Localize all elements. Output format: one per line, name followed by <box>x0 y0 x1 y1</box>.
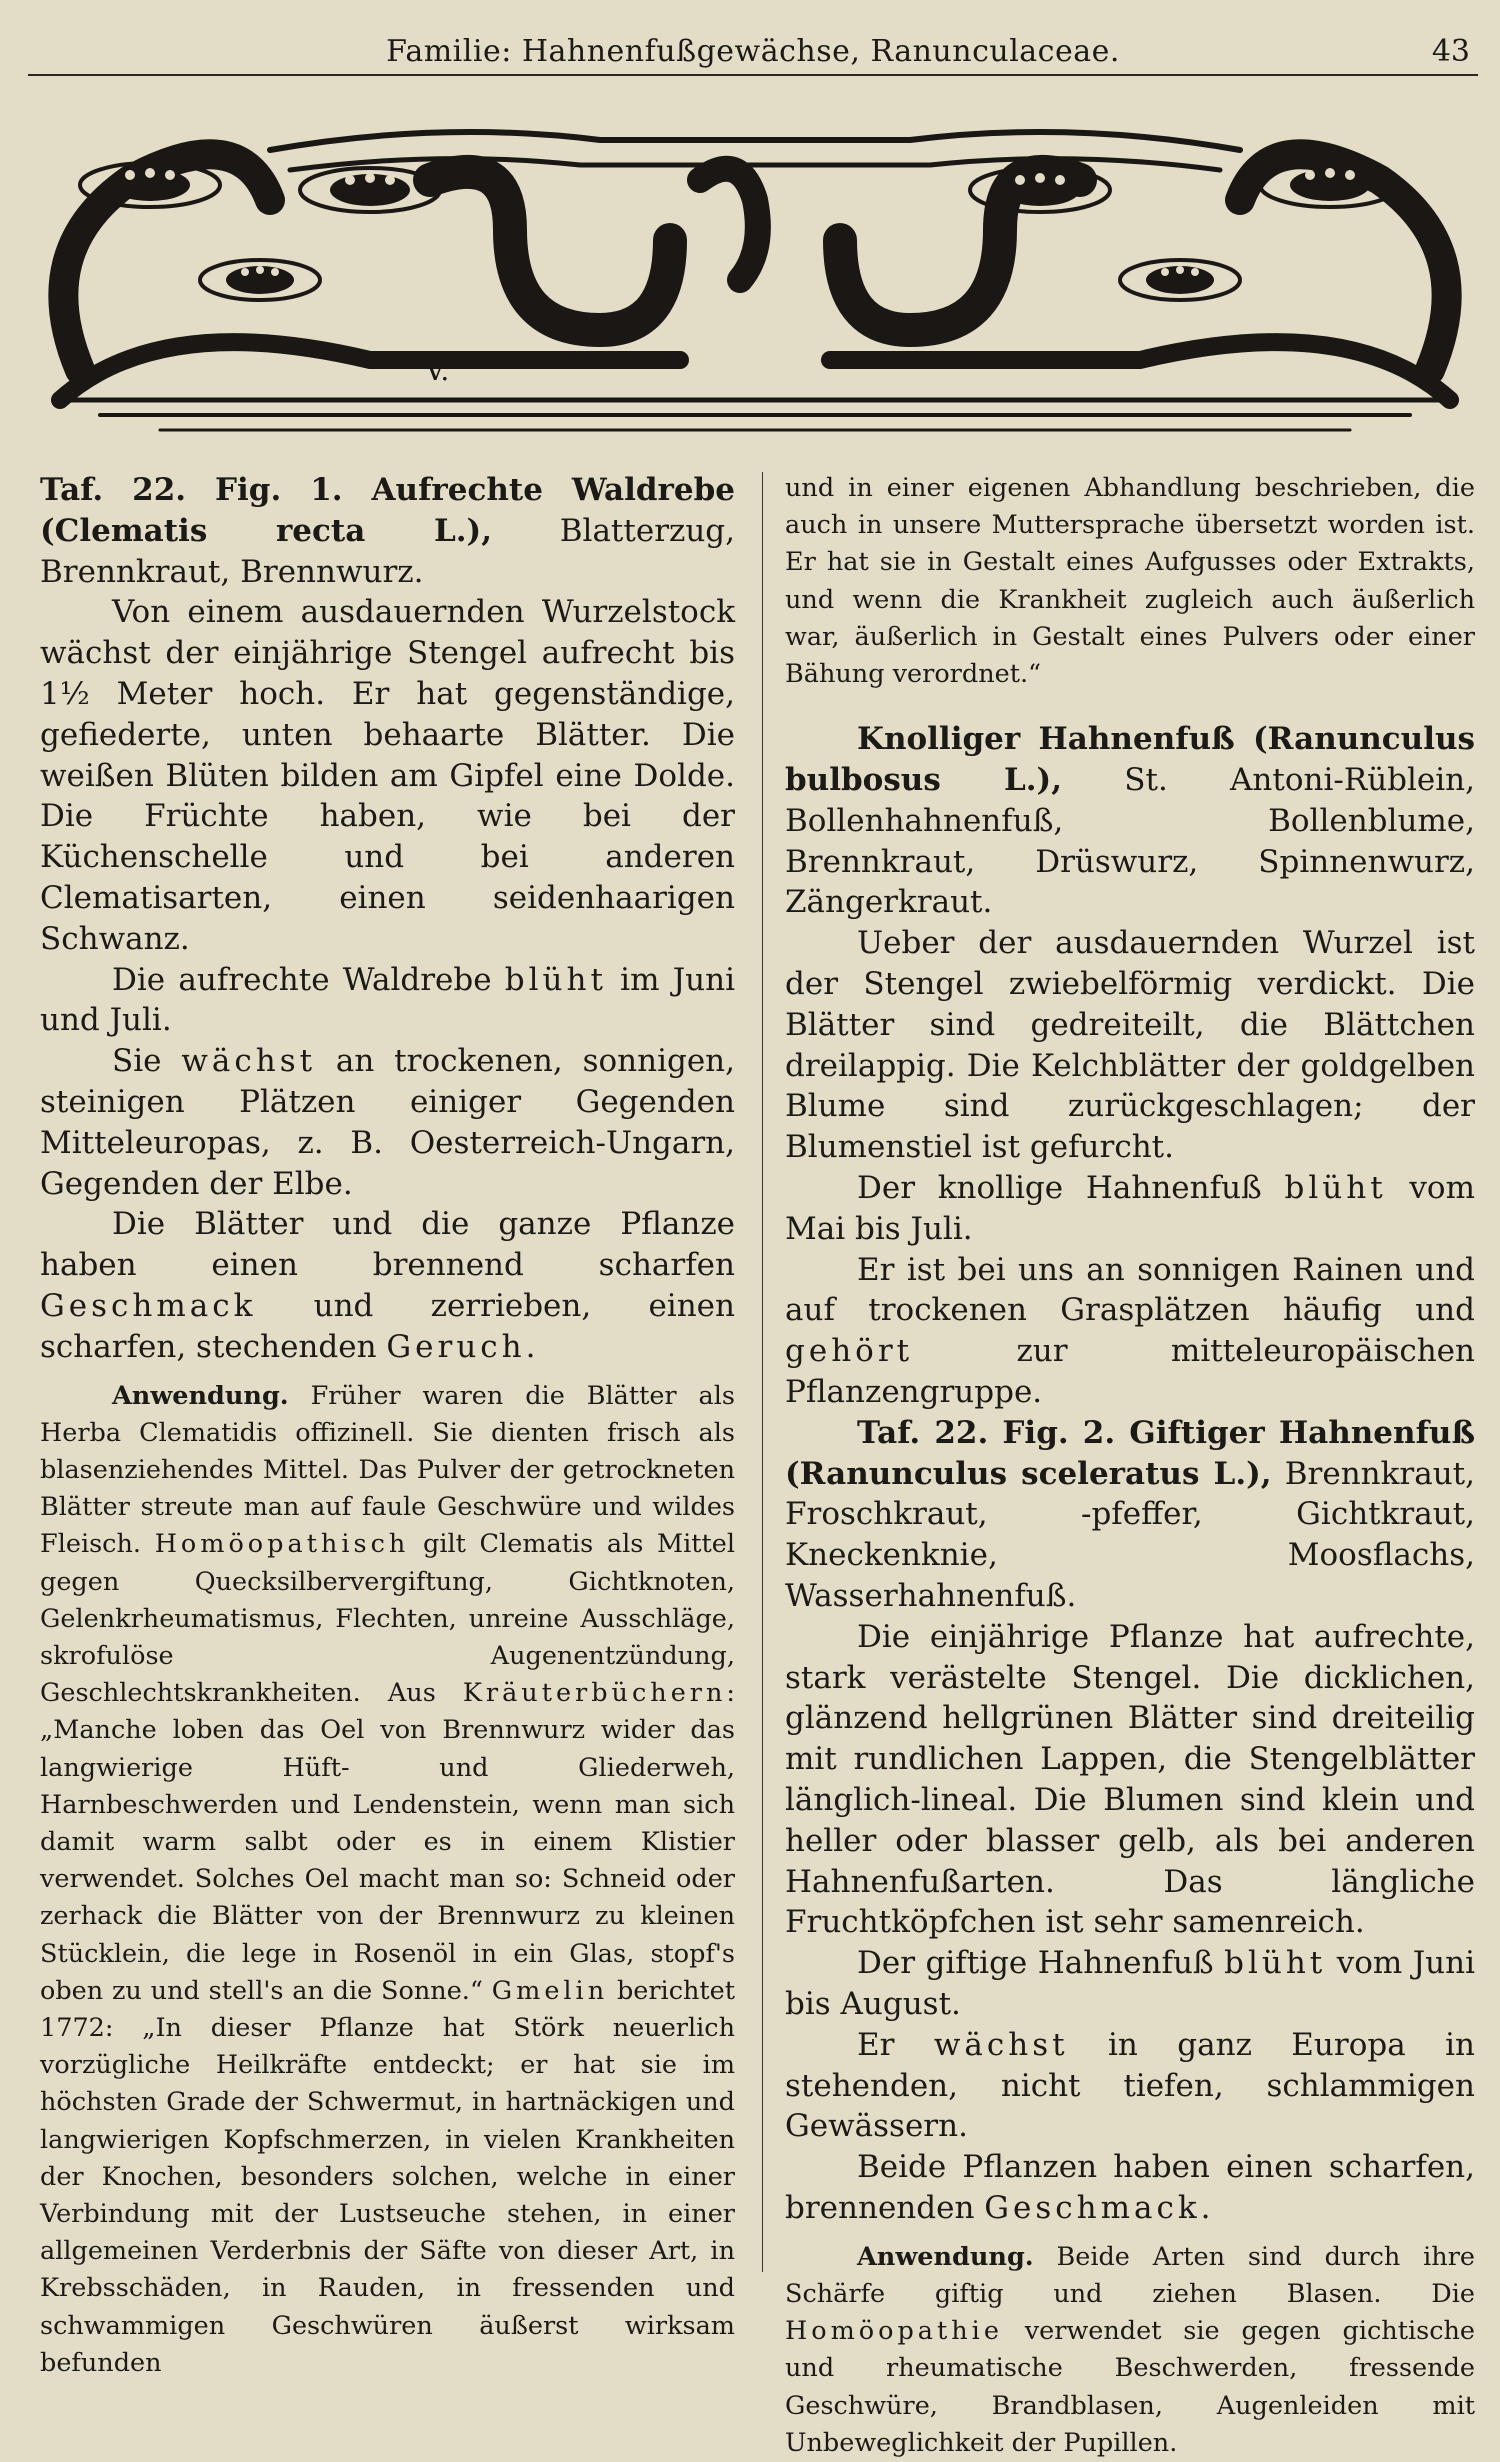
emphasis: Gmelin <box>491 1975 609 2006</box>
emphasis: blüht <box>1284 1169 1387 1206</box>
running-header <box>28 30 1478 76</box>
ornament-tail <box>830 342 1450 400</box>
usage-label: Anwendung. <box>112 1380 289 1411</box>
flower-icon <box>200 260 320 300</box>
emphasis: gehört <box>785 1333 914 1370</box>
ornament-wave <box>430 172 670 330</box>
flower-icon <box>1120 260 1240 300</box>
paragraph-continued: und in einer eigenen Abhandlung beschrieben, die auch in unsere Muttersprache übersetzt worden ist. Er hat sie in Gestalt eines Aufgusses oder Extrakts, und wenn die Krankheit zugleich auch äußerlich war, äußerlich in Gestalt eines Pulvers oder einer Bähung verordnet.“ <box>785 473 1475 690</box>
entry-ranunculus-bulbosus <box>785 719 1475 923</box>
emphasis: Geschmack <box>984 2189 1201 2226</box>
usage-note: Anwendung. Beide Arten sind durch ihre Schärfe giftig und ziehen Blasen. Die Homöopathie verwendet sie gegen gichtische und rheumatische Beschwerden, fressende Geschwüre, Brandblasen, Augenleiden mit Unbeweglichkeit der Pupillen. <box>785 2241 1475 2458</box>
paragraph: Ueber der ausdauernden Wurzel ist der Stengel zwiebelförmig verdickt. Die Blätter sind gedreiteilt, die Blättchen dreilappig. Die Kelchblätter der goldgelben Blume sind zurückgeschlagen; der Blumenstiel ist gefurcht. <box>785 925 1475 1166</box>
usage-note: Anwendung. Früher waren die Blätter als Herba Clematidis offizinell. Sie dienten frisch als blasenziehendes Mittel. Das Pulver der getrockneten Blätter streute man auf faule Geschwüre und wildes Fleisch. Homöopathisch gilt Clematis als Mittel gegen Quecksilbervergiftung, Gichtknoten, Gelenkrheumatismus, Flechten, unreine Ausschläge, skrofulöse Augenentzündung, Geschlechtskrankheiten. Aus Kräuterbüchern: „Manche loben das Oel von Brennwurz wider das langwierige Hüft- und Gliederweh, Harnbeschwerden und Lendenstein, wenn man sich damit warm salbt oder es in einem Klistier verwendet. Solches Oel macht man so: Schneid oder zerhack die Blätter von der Brennwurz zu kleinen Stücklein, die lege in Rosenöl in ein Glas, stopf's oben zu und stell's an die Sonne.“ Gmelin berichtet 1772: „In dieser Pflanze hat Störk neuerlich vorzügliche Heilkräfte entdeckt; er hat sie im höchsten Grade der Schwermut, in hartnäckigen und langwierigen Kopfschmerzen, in vielen Krankheiten der Knochen, besonders solchen, welche in einer Verbindung mit der Lustseuche stehen, in einer allgemeinen Verderbnis der Säfte von dieser Art, in Krebsschäden, in Rauden, in fressenden und schwammigen Geschwüren äußerst wirksam befunden <box>40 1380 736 2378</box>
art-nouveau-ornament <box>40 110 1470 455</box>
emphasis: wächst <box>181 1043 317 1080</box>
emphasis: Homöopathisch <box>154 1529 410 1560</box>
ornament-frame-line <box>270 132 1240 150</box>
emphasis: blüht <box>1224 1945 1327 1982</box>
entry-common-names: St. Antoni-Rüblein, Bollenhahnenfuß, Bollenblume, Brennkraut, Drüswurz, Spinnenwurz, Zängerkraut. <box>785 762 1475 921</box>
ornament-hook <box>700 169 758 280</box>
paragraph: Die einjährige Pflanze hat aufrechte, stark verästelte Stengel. Die dicklichen, glänzend hellgrünen Blätter sind dreiteilig mit rundlichen Lappen, die Stengelblätter länglich-lineal. Die Blumen sind klein und heller oder blasser gelb, als bei anderen Hahnenfußarten. Das längliche Fruchtköpfchen ist sehr samenreich. <box>785 1618 1475 1941</box>
emphasis: Geschmack <box>40 1287 257 1324</box>
entry-clematis-recta <box>40 470 735 592</box>
header-title: Familie: Hahnenfußgewächse, Ranunculaceae. <box>386 34 1120 69</box>
emphasis: blüht <box>504 961 607 998</box>
right-column <box>785 470 1475 2462</box>
artist-signature: V. <box>425 354 450 387</box>
paragraph: Die aufrechte Waldrebe blüht im Juni und Juli. <box>40 961 735 1039</box>
paragraph: Er wächst in ganz Europa in stehenden, nicht tiefen, schlammigen Gewässern. <box>785 2026 1475 2145</box>
paragraph: Die Blätter und die ganze Pflanze haben einen brennend scharfen Geschmack und zerrieben, einen scharfen, stechenden Geruch. <box>40 1206 735 1365</box>
paragraph: Sie wächst an trockenen, sonnigen, steinigen Plätzen einiger Gegenden Mitteleuropas, z. B. Oesterreich-Ungarn, Gegenden der Elbe. <box>40 1043 736 1202</box>
paragraph: Der knollige Hahnenfuß blüht vom Mai bis Juli. <box>785 1169 1475 1247</box>
entry-heading: Taf. 22. Fig. 1. Aufrechte Waldrebe (Clematis recta L.), <box>40 472 735 549</box>
paragraph: Beide Pflanzen haben einen scharfen, brennenden Geschmack. <box>785 2149 1475 2226</box>
emphasis: Geruch <box>386 1328 526 1365</box>
entry-ranunculus-sceleratus <box>785 1413 1475 1617</box>
column-divider <box>762 472 763 2272</box>
usage-label: Anwendung. <box>857 2241 1034 2272</box>
emphasis: Kräuterbüchern <box>462 1678 727 1709</box>
paragraph: Der giftige Hahnenfuß blüht vom Juni bis August. <box>785 1945 1476 2022</box>
page-number: 43 <box>1431 34 1470 69</box>
entry-heading: Knolliger Hahnenfuß (Ranunculus bulbosus L.), <box>785 721 1475 799</box>
paragraph: Von einem ausdauernden Wurzelstock wächst der einjährige Stengel aufrecht bis 1½ Meter hoch. Er hat gegenständige, gefiederte, unten behaarte Blätter. Die weißen Blüten bilden am Gipfel eine Dolde. Die Früchte haben, wie bei der Küchenschelle und bei anderen Clematisarten, einen seidenhaarigen Schwanz. <box>40 594 735 957</box>
entry-common-names: Blatterzug, Brennkraut, Brennwurz. <box>40 512 736 590</box>
entry-common-names: Brennkraut, Froschkraut, -pfeffer, Gichtkraut, Kneckenknie, Moosflachs, Wasserhahnenfuß. <box>785 1455 1475 1614</box>
emphasis: wächst <box>933 2026 1069 2063</box>
emphasis: Homöopathie <box>785 2316 1003 2347</box>
left-column <box>40 470 735 2382</box>
entry-heading: Taf. 22. Fig. 2. Giftiger Hahnenfuß (Ranunculus sceleratus L.), <box>785 1414 1475 1492</box>
ornament-tail <box>60 342 680 400</box>
paragraph: Er ist bei uns an sonnigen Rainen und auf trockenen Grasplätzen häufig und gehört zur mitteleuropäischen Pflanzengruppe. <box>785 1251 1475 1410</box>
